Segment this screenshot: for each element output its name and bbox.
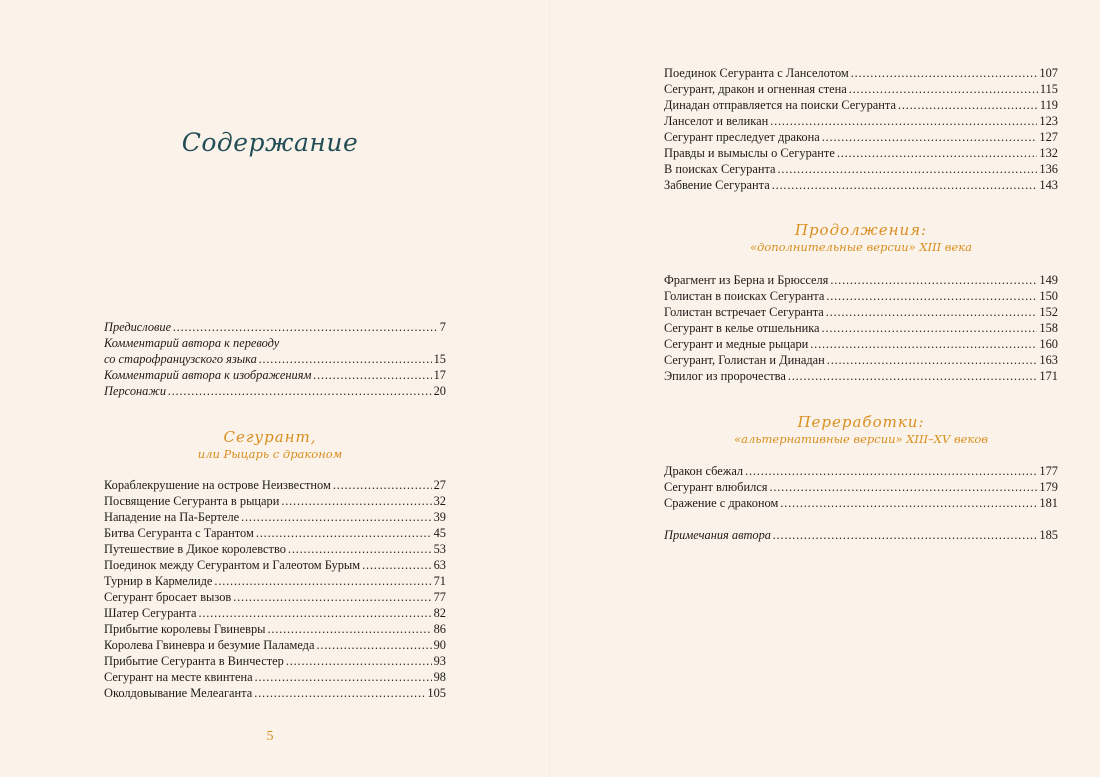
chapter-list-continued bbox=[664, 65, 1058, 193]
toc-entry bbox=[664, 145, 1058, 161]
toc-entry-page: 123 bbox=[1039, 114, 1058, 128]
toc-entry bbox=[104, 525, 446, 541]
toc-entry-page: 32 bbox=[433, 494, 446, 508]
dot-leader bbox=[745, 463, 1037, 479]
toc-entry bbox=[664, 304, 1058, 320]
toc-entry bbox=[104, 669, 446, 685]
toc-entry bbox=[104, 637, 446, 653]
dot-leader bbox=[255, 669, 432, 685]
right-page bbox=[550, 0, 1100, 777]
dot-leader bbox=[333, 477, 432, 493]
section-heading-continuations bbox=[664, 221, 1058, 255]
toc-entry bbox=[104, 573, 446, 589]
toc-entry-title: Правды и вымыслы о Сегуранте bbox=[664, 146, 835, 160]
page-title: Содержание bbox=[181, 128, 359, 157]
toc-entry-page: 20 bbox=[433, 384, 446, 398]
toc-entry-title: Динадан отправляется на поиски Сегуранта bbox=[664, 98, 896, 112]
dot-leader bbox=[826, 288, 1037, 304]
dot-leader bbox=[778, 161, 1038, 177]
toc-entry-page: 86 bbox=[433, 622, 446, 636]
toc-entry bbox=[664, 336, 1058, 352]
toc-entry-title: Примечания автора bbox=[664, 528, 771, 542]
dot-leader bbox=[268, 621, 432, 637]
toc-entry-title: со старофранцузского языка bbox=[104, 352, 257, 366]
dot-leader bbox=[830, 272, 1037, 288]
toc-entry bbox=[664, 288, 1058, 304]
dot-leader bbox=[826, 304, 1038, 320]
toc-entry-title: Фрагмент из Берна и Брюсселя bbox=[664, 273, 829, 287]
toc-entry-page: 158 bbox=[1039, 321, 1058, 335]
toc-entry bbox=[104, 557, 446, 573]
toc-entry-title: Поединок между Сегурантом и Галеотом Бурым bbox=[104, 558, 361, 572]
toc-entry-title: Предисловие bbox=[104, 320, 172, 334]
toc-entry bbox=[104, 509, 446, 525]
toc-entry-page: 132 bbox=[1039, 146, 1058, 160]
dot-leader bbox=[362, 557, 432, 573]
toc-entry bbox=[664, 320, 1058, 336]
toc-entry bbox=[664, 527, 1058, 543]
dot-leader bbox=[173, 319, 438, 335]
toc-entry-page: 179 bbox=[1039, 480, 1058, 494]
dot-leader bbox=[773, 527, 1037, 543]
toc-entry-title: Нападение на Па-Бертеле bbox=[104, 510, 240, 524]
toc-entry-title: Битва Сегуранта с Тарантом bbox=[104, 526, 254, 540]
toc-entry bbox=[104, 335, 446, 351]
toc-entry-title: Комментарий автора к изображениям bbox=[104, 368, 312, 382]
toc-entry bbox=[664, 495, 1058, 511]
dot-leader bbox=[316, 637, 431, 653]
toc-entry bbox=[104, 621, 446, 637]
toc-entry-title: Комментарий автора к переводу bbox=[104, 336, 280, 350]
dot-leader bbox=[241, 509, 431, 525]
toc-entry bbox=[664, 81, 1058, 97]
toc-entry-title: Сегурант в келье отшельника bbox=[664, 321, 820, 335]
dot-leader bbox=[254, 685, 425, 701]
chapter-list bbox=[104, 477, 446, 701]
toc-entry bbox=[664, 368, 1058, 384]
toc-entry bbox=[664, 463, 1058, 479]
toc-entry bbox=[104, 685, 446, 701]
toc-entry-page: 93 bbox=[433, 654, 446, 668]
dot-leader bbox=[256, 525, 432, 541]
toc-entry-title: В поисках Сегуранта bbox=[664, 162, 776, 176]
toc-entry bbox=[104, 367, 446, 383]
dot-leader bbox=[810, 336, 1037, 352]
toc-entry-title: Сегурант на месте квинтена bbox=[104, 670, 253, 684]
toc-entry bbox=[104, 351, 446, 367]
toc-entry bbox=[104, 477, 446, 493]
front-matter-list bbox=[104, 319, 446, 399]
section-subtitle: или Рыцарь с драконом bbox=[197, 447, 343, 461]
toc-entry bbox=[104, 493, 446, 509]
toc-entry-title: Сражение с драконом bbox=[664, 496, 779, 510]
toc-entry bbox=[104, 319, 446, 335]
dot-leader bbox=[286, 653, 432, 669]
toc-entry bbox=[664, 161, 1058, 177]
toc-entry-title: Кораблекрушение на острове Неизвестном bbox=[104, 478, 331, 492]
toc-entry-title: Поединок Сегуранта с Ланселотом bbox=[664, 66, 849, 80]
section-heading-segurant bbox=[100, 428, 440, 462]
toc-entry-title: Голистан встречает Сегуранта bbox=[664, 305, 824, 319]
toc-entry-title: Забвение Сегуранта bbox=[664, 178, 770, 192]
toc-entry-title: Шатер Сегуранта bbox=[104, 606, 197, 620]
toc-entry-page: 15 bbox=[433, 352, 446, 366]
toc-entry-page: 150 bbox=[1039, 289, 1058, 303]
toc-entry-page: 177 bbox=[1039, 464, 1058, 478]
dot-leader bbox=[827, 352, 1038, 368]
dot-leader bbox=[168, 383, 432, 399]
toc-entry-title: Сегурант и медные рыцари bbox=[664, 337, 809, 351]
toc-entry-page: 82 bbox=[433, 606, 446, 620]
toc-entry-page: 143 bbox=[1039, 178, 1058, 192]
toc-entry-page: 185 bbox=[1039, 528, 1058, 542]
toc-entry-title: Турнир в Кармелиде bbox=[104, 574, 213, 588]
toc-entry-title: Околдовывание Мелеаганта bbox=[104, 686, 253, 700]
toc-entry bbox=[664, 272, 1058, 288]
toc-entry-title: Прибытие королевы Гвиневры bbox=[104, 622, 266, 636]
dot-leader bbox=[214, 573, 431, 589]
toc-entry-page: 115 bbox=[1039, 82, 1058, 96]
toc-entry-title: Сегурант влюбился bbox=[664, 480, 768, 494]
toc-entry-title: Прибытие Сегуранта в Винчестер bbox=[104, 654, 284, 668]
toc-entry-page: 63 bbox=[433, 558, 446, 572]
toc-entry-title: Посвящение Сегуранта в рыцари bbox=[104, 494, 280, 508]
toc-entry-page: 136 bbox=[1039, 162, 1058, 176]
page-number: 5 bbox=[266, 729, 274, 744]
toc-entry-page: 127 bbox=[1039, 130, 1058, 144]
toc-entry-page: 149 bbox=[1039, 273, 1058, 287]
toc-entry-page: 71 bbox=[433, 574, 446, 588]
toc-entry bbox=[664, 113, 1058, 129]
continuations-list bbox=[664, 272, 1058, 384]
dot-leader bbox=[822, 320, 1038, 336]
toc-entry-page: 45 bbox=[433, 526, 446, 540]
toc-entry-title: Персонажи bbox=[104, 384, 167, 398]
dot-leader bbox=[772, 177, 1038, 193]
toc-entry-page: 181 bbox=[1039, 496, 1058, 510]
toc-entry bbox=[664, 97, 1058, 113]
toc-entry-title: Сегурант бросает вызов bbox=[104, 590, 232, 604]
toc-entry-title: Сегурант преследует дракона bbox=[664, 130, 820, 144]
section-subtitle: «альтернативные версии» XIII–XV веков bbox=[734, 432, 988, 446]
section-heading-reworkings bbox=[664, 413, 1058, 447]
dot-leader bbox=[822, 129, 1038, 145]
section-title: Переработки: bbox=[797, 413, 925, 431]
dot-leader bbox=[259, 351, 432, 367]
section-subtitle: «дополнительные версии» XIII века bbox=[749, 240, 973, 254]
toc-entry-title: Голистан в поисках Сегуранта bbox=[664, 289, 825, 303]
notes-entry-wrap bbox=[664, 527, 1058, 543]
toc-entry-title: Сегурант, дракон и огненная стена bbox=[664, 82, 847, 96]
dot-leader bbox=[233, 589, 431, 605]
dot-leader bbox=[769, 479, 1037, 495]
toc-entry-page: 27 bbox=[433, 478, 446, 492]
toc-entry-page: 105 bbox=[427, 686, 446, 700]
toc-entry-page: 163 bbox=[1039, 353, 1058, 367]
toc-entry-title: Королева Гвиневра и безумие Паламеда bbox=[104, 638, 315, 652]
toc-entry bbox=[664, 65, 1058, 81]
dot-leader bbox=[851, 65, 1038, 81]
toc-entry bbox=[104, 383, 446, 399]
dot-leader bbox=[288, 541, 432, 557]
toc-entry-page: 90 bbox=[433, 638, 446, 652]
toc-entry bbox=[664, 479, 1058, 495]
dot-leader bbox=[198, 605, 431, 621]
toc-entry-page: 152 bbox=[1039, 305, 1058, 319]
toc-entry-title: Эпилог из пророчества bbox=[664, 369, 786, 383]
dot-leader bbox=[780, 495, 1037, 511]
toc-entry bbox=[104, 653, 446, 669]
reworkings-list bbox=[664, 463, 1058, 511]
dot-leader bbox=[788, 368, 1038, 384]
dot-leader bbox=[898, 97, 1038, 113]
dot-leader bbox=[281, 493, 431, 509]
toc-entry-page: 98 bbox=[433, 670, 446, 684]
toc-entry-title: Сегурант, Голистан и Динадан bbox=[664, 353, 825, 367]
toc-entry-title: Путешествие в Дикое королевство bbox=[104, 542, 286, 556]
section-title: Продолжения: bbox=[794, 221, 928, 239]
toc-entry-title: Ланселот и великан bbox=[664, 114, 769, 128]
toc-entry bbox=[664, 352, 1058, 368]
toc-entry bbox=[104, 589, 446, 605]
toc-entry-page: 39 bbox=[433, 510, 446, 524]
toc-entry-page: 160 bbox=[1039, 337, 1058, 351]
toc-entry-page: 7 bbox=[439, 320, 446, 334]
section-title: Сегурант, bbox=[223, 428, 317, 446]
toc-entry-title: Дракон сбежал bbox=[664, 464, 744, 478]
toc-entry-page: 119 bbox=[1039, 98, 1058, 112]
toc-entry bbox=[104, 541, 446, 557]
toc-entry-page: 171 bbox=[1039, 369, 1058, 383]
toc-entry-page: 17 bbox=[433, 368, 446, 382]
toc-entry bbox=[664, 129, 1058, 145]
toc-entry bbox=[664, 177, 1058, 193]
dot-leader bbox=[837, 145, 1038, 161]
toc-entry-page: 53 bbox=[433, 542, 446, 556]
toc-entry-page: 107 bbox=[1039, 66, 1058, 80]
toc-entry bbox=[104, 605, 446, 621]
toc-entry-page: 77 bbox=[433, 590, 446, 604]
dot-leader bbox=[313, 367, 431, 383]
dot-leader bbox=[770, 113, 1037, 129]
dot-leader bbox=[849, 81, 1038, 97]
